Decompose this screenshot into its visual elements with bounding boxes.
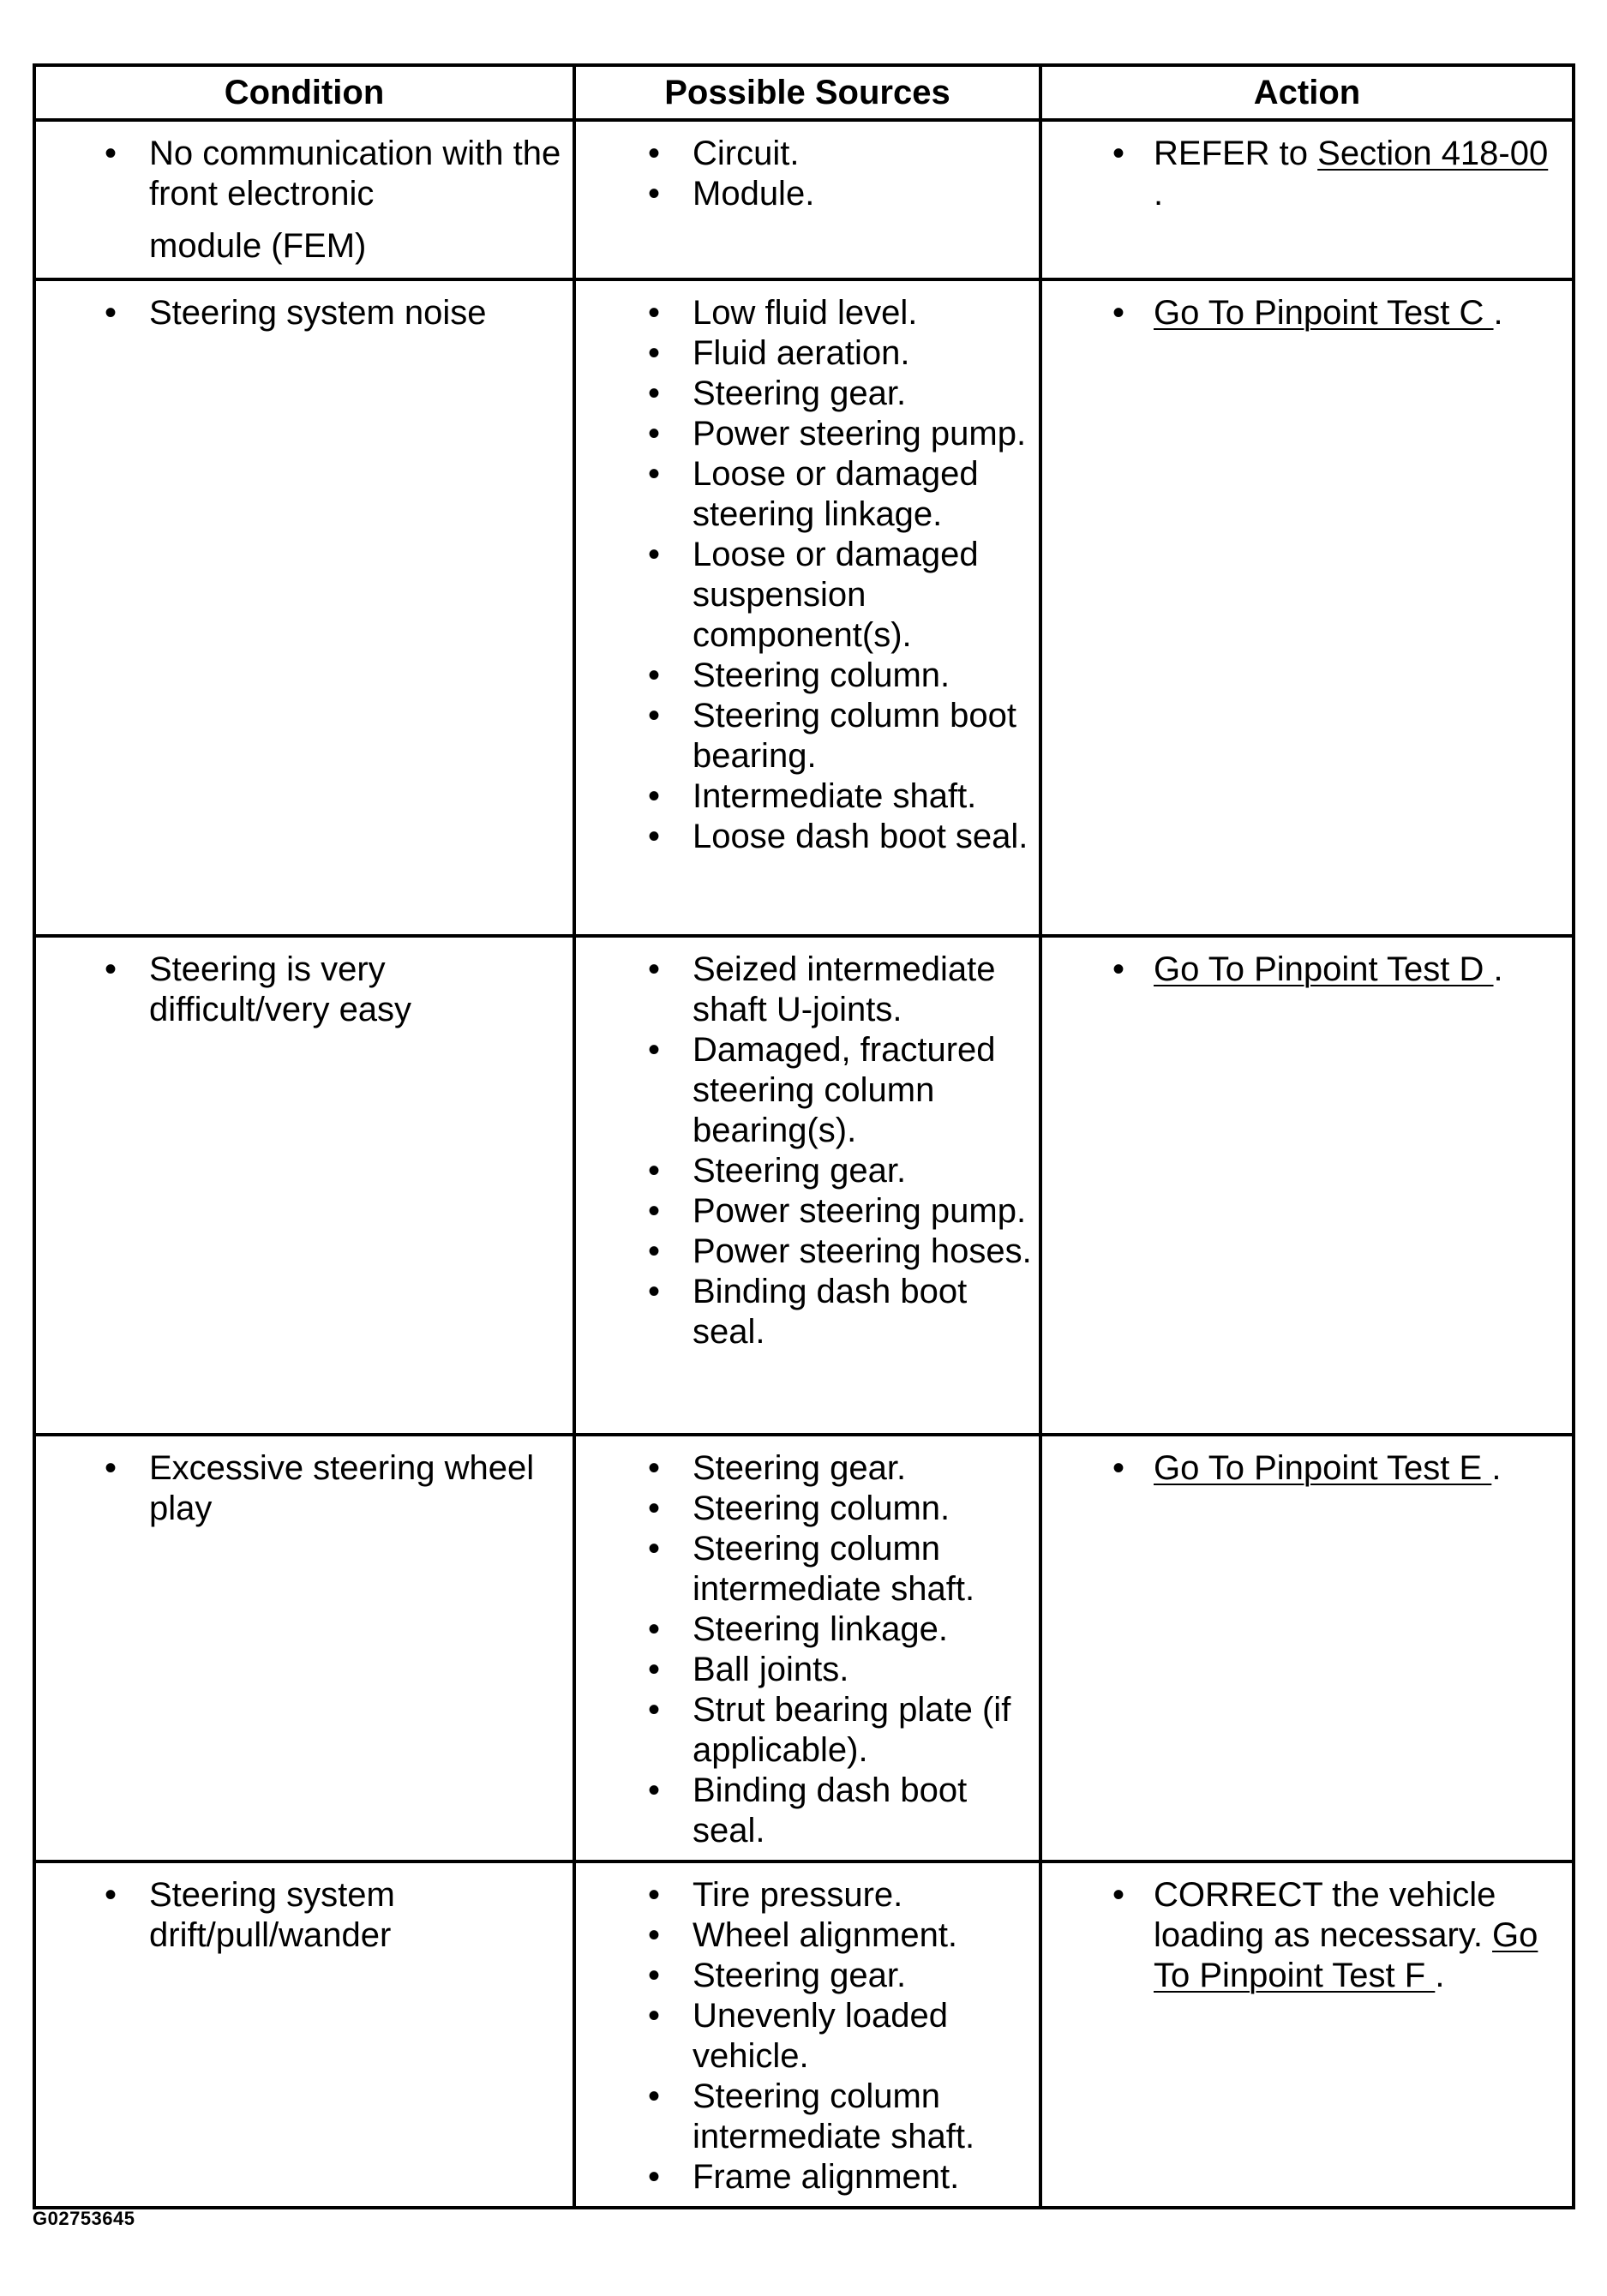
table-row <box>34 1435 1574 1861</box>
source-item: • Steering column intermediate shaft. <box>576 2077 1032 2157</box>
source-item: • Fluid aeration. <box>576 333 1032 374</box>
condition-cell <box>34 120 574 279</box>
source-item: • Damaged, fractured steering column bearing(s). <box>576 1030 1032 1151</box>
header-possible-sources: Possible Sources <box>574 65 1040 120</box>
sources-cell <box>574 936 1040 1435</box>
source-item: • Binding dash boot seal. <box>576 1771 1032 1851</box>
source-item: • Ball joints. <box>576 1650 1032 1690</box>
condition-text: No communication with the front electronic <box>149 135 561 213</box>
source-item: • Steering gear. <box>576 1151 1032 1191</box>
source-item: • Loose or damaged suspension component(s). <box>576 535 1032 656</box>
source-item: • Unevenly loaded vehicle. <box>576 1996 1032 2077</box>
source-item: • Intermediate shaft. <box>576 776 1032 817</box>
action-suffix: . <box>1493 950 1503 988</box>
table-row <box>34 1861 1574 2208</box>
condition-text: module (FEM) <box>149 227 367 265</box>
action-list <box>1042 293 1565 333</box>
condition-cell <box>34 279 574 936</box>
action-cell <box>1040 1435 1574 1861</box>
action-item <box>1042 1875 1565 1996</box>
condition-cell <box>34 1861 574 2208</box>
action-list <box>1042 134 1565 214</box>
action-item <box>1042 293 1565 333</box>
header-condition: Condition <box>34 65 574 120</box>
source-item: • Frame alignment. <box>576 2157 1032 2197</box>
action-item <box>1042 950 1565 990</box>
action-cell <box>1040 120 1574 279</box>
source-item: • Steering column. <box>576 656 1032 696</box>
header-row <box>34 65 1574 120</box>
table-row <box>34 120 1574 279</box>
source-item: • Steering column. <box>576 1489 1032 1529</box>
source-item: • Wheel alignment. <box>576 1915 1032 1956</box>
source-item: • Steering column boot bearing. <box>576 696 1032 776</box>
source-item: • Tire pressure. <box>576 1875 1032 1915</box>
symptom-chart-table <box>33 63 1575 2209</box>
source-item: • Steering gear. <box>576 1448 1032 1489</box>
pinpoint-test-link[interactable]: Go To Pinpoint Test C <box>1154 294 1494 332</box>
source-item: • Power steering pump. <box>576 1191 1032 1232</box>
condition-item <box>36 293 566 333</box>
source-item: • Seized intermediate shaft U-joints. <box>576 950 1032 1030</box>
condition-text: Excessive steering wheel play <box>149 1449 535 1527</box>
diagnosis-sheet <box>33 63 1572 2209</box>
figure-id: G02753645 <box>33 2208 135 2229</box>
source-item: • Steering column intermediate shaft. <box>576 1529 1032 1610</box>
source-item: • Circuit. <box>576 134 1032 174</box>
source-item: • Steering gear. <box>576 374 1032 414</box>
source-item: • Power steering pump. <box>576 414 1032 454</box>
action-suffix: . <box>1493 294 1503 332</box>
condition-text: Steering system noise <box>149 294 487 332</box>
condition-list <box>36 950 566 1030</box>
source-item: • Module. <box>576 174 1032 214</box>
action-text: CORRECT the vehicle loading as necessary. <box>1154 1876 1496 1954</box>
condition-item <box>36 1448 566 1529</box>
action-cell <box>1040 279 1574 936</box>
sources-list <box>576 293 1032 857</box>
sources-cell <box>574 1435 1040 1861</box>
action-list <box>1042 1448 1565 1489</box>
table-body <box>34 120 1574 2208</box>
header-action: Action <box>1040 65 1574 120</box>
condition-list <box>36 134 566 267</box>
condition-cell <box>34 1435 574 1861</box>
action-item <box>1042 134 1565 214</box>
condition-list <box>36 1448 566 1529</box>
source-item: • Strut bearing plate (if applicable). <box>576 1690 1032 1771</box>
action-suffix: . <box>1154 175 1164 213</box>
sources-cell <box>574 120 1040 279</box>
action-suffix: . <box>1491 1449 1502 1487</box>
pinpoint-test-link[interactable]: Section 418-00 <box>1317 135 1549 172</box>
condition-list <box>36 293 566 333</box>
sources-list <box>576 950 1032 1352</box>
pinpoint-test-link[interactable]: Go To Pinpoint Test D <box>1154 950 1494 988</box>
action-item <box>1042 1448 1565 1489</box>
pinpoint-test-link[interactable]: Go To Pinpoint Test E <box>1154 1449 1492 1487</box>
source-item: • Low fluid level. <box>576 293 1032 333</box>
action-cell <box>1040 936 1574 1435</box>
sources-cell <box>574 279 1040 936</box>
table-row <box>34 936 1574 1435</box>
action-text: REFER to <box>1154 135 1318 172</box>
action-suffix: . <box>1435 1957 1445 1994</box>
sources-list <box>576 1875 1032 2197</box>
source-item: • Steering gear. <box>576 1956 1032 1996</box>
condition-text: Steering system drift/pull/wander <box>149 1876 395 1954</box>
action-cell <box>1040 1861 1574 2208</box>
source-item: • Loose or damaged steering linkage. <box>576 454 1032 535</box>
source-item: • Loose dash boot seal. <box>576 817 1032 857</box>
action-list <box>1042 1875 1565 1996</box>
condition-item <box>36 950 566 1030</box>
sources-list <box>576 1448 1032 1851</box>
sources-list <box>576 134 1032 214</box>
condition-list <box>36 1875 566 1956</box>
condition-item <box>36 1875 566 1956</box>
condition-item <box>36 134 566 267</box>
condition-cell <box>34 936 574 1435</box>
source-item: • Steering linkage. <box>576 1610 1032 1650</box>
sources-cell <box>574 1861 1040 2208</box>
source-item: • Power steering hoses. <box>576 1232 1032 1272</box>
pinpoint-test-link[interactable]: Go To Pinpoint Test F <box>1154 1916 1538 1994</box>
source-item: • Binding dash boot seal. <box>576 1272 1032 1352</box>
action-list <box>1042 950 1565 990</box>
condition-text: Steering is very difficult/very easy <box>149 950 412 1028</box>
table-row <box>34 279 1574 936</box>
